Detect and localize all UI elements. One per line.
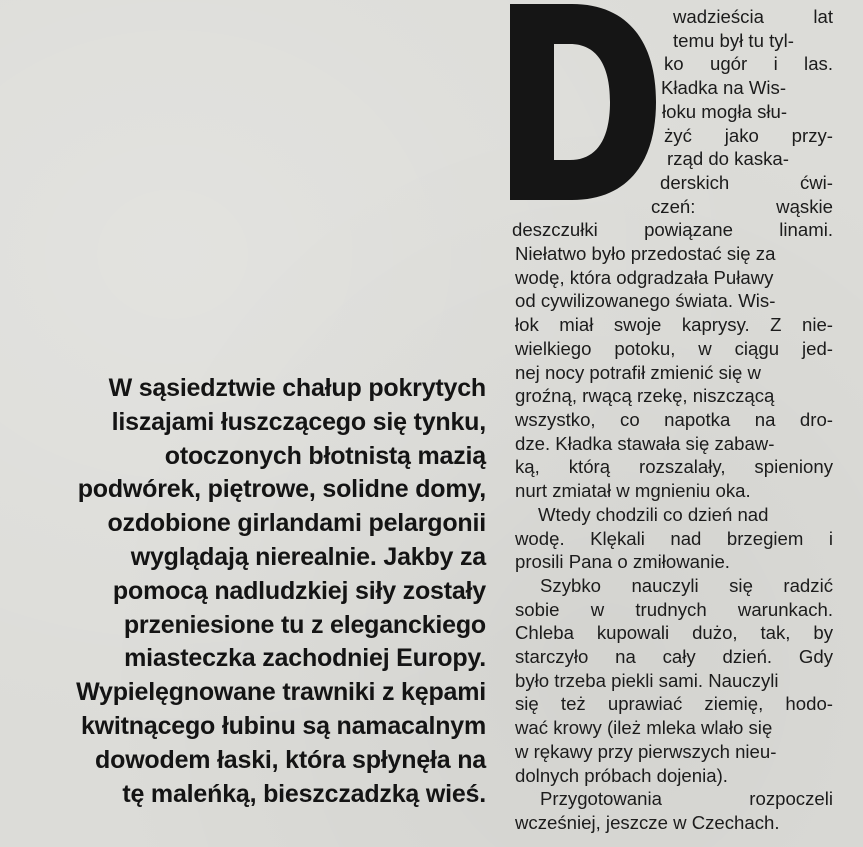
article-line: wodę. Klękali nad brzegiem i [515,528,833,549]
article-line: żyć jako przy- [664,125,833,146]
article-line: wać krowy (ileż mleka wlało się [515,717,773,738]
article-line: Szybko nauczyli się radzić [540,575,833,596]
drop-cap-glyph [510,4,658,200]
article-line: sobie w trudnych warunkach. [515,599,833,620]
pull-quote-line: kwitnącego łubinu są namacalnym [80,711,486,740]
article-line: łoku mogła słu- [662,101,788,122]
article-line: wodę, która odgradzała Puławy [515,267,774,288]
pull-quote-line: przeniesione tu z eleganckiego [123,610,486,639]
article-line: starczyło na cały dzień. Gdy [515,646,833,667]
article-line: ką, którą rozszalały, spieniony [515,456,833,477]
article-line: wadzieścia lat [673,6,833,27]
article-line: Kładka na Wis- [661,77,787,98]
article-line: w rękawy przy pierwszych nieu- [515,741,777,762]
pull-quote-line: W sąsiedztwie chałup pokrytych [108,374,486,402]
article-line: deszczułki powiązane linami. [512,219,833,240]
article-line: czeń: wąskie [651,196,833,217]
article-line: wcześniej, jeszcze w Czechach. [515,812,780,833]
article-line: było trzeba piekli sami. Nauczyli [515,670,779,691]
pull-quote-line: otoczonych błotnistą mazią [164,441,486,470]
article-line: łok miał swoje kaprysy. Z nie- [515,314,833,335]
pull-quote-line: wyglądają nierealnie. Jakby za [130,542,486,571]
pull-quote-line: Wypielęgnowane trawniki z kępami [76,678,486,707]
article-line: nurt zmiatał w mgnieniu oka. [515,480,751,501]
article-line: wielkiego potoku, w ciągu jed- [515,338,833,359]
article-line: rząd do kaska- [667,148,789,169]
article-line: groźną, rwącą rzekę, niszczącą [515,385,775,406]
article-line: derskich ćwi- [660,172,833,193]
drop-cap [510,4,658,200]
pull-quote-line: dowodem łaski, która spłynęła na [95,745,486,774]
article-line: Wtedy chodzili co dzień nad [538,504,769,525]
article-line: prosili Pana o zmiłowanie. [515,551,730,572]
pull-quote [0,372,486,811]
pull-quote-line: ozdobione girlandami pelargonii [107,509,486,538]
article-line: Niełatwo było przedostać się za [515,243,776,264]
article-line: od cywilizowanego świata. Wis- [515,290,776,311]
pull-quote-line: liszajami łuszczącego się tynku, [111,407,486,436]
article-line: wszystko, co napotka na dro- [515,409,833,430]
article-line: dolnych próbach dojenia). [515,765,728,786]
pull-quote-line: miasteczka zachodniej Europy. [124,644,486,673]
article-line: Chleba kupowali dużo, tak, by [515,622,833,643]
pull-quote-line: podwórek, piętrowe, solidne domy, [77,475,486,504]
article-line: się też uprawiać ziemię, hodo- [515,693,833,714]
article-line: ko ugór i las. [664,53,833,74]
article-line: nej nocy potrafił zmienić się w [515,362,761,383]
pull-quote-line: pomocą nadludzkiej siły zostały [112,576,486,605]
article-line: Przygotowania rozpoczeli [540,788,833,809]
article-line: temu był tu tyl- [673,30,794,51]
article-line: dze. Kładka stawała się zabaw- [515,433,775,454]
pull-quote-line: tę maleńką, bieszczadzką wieś. [122,779,486,808]
